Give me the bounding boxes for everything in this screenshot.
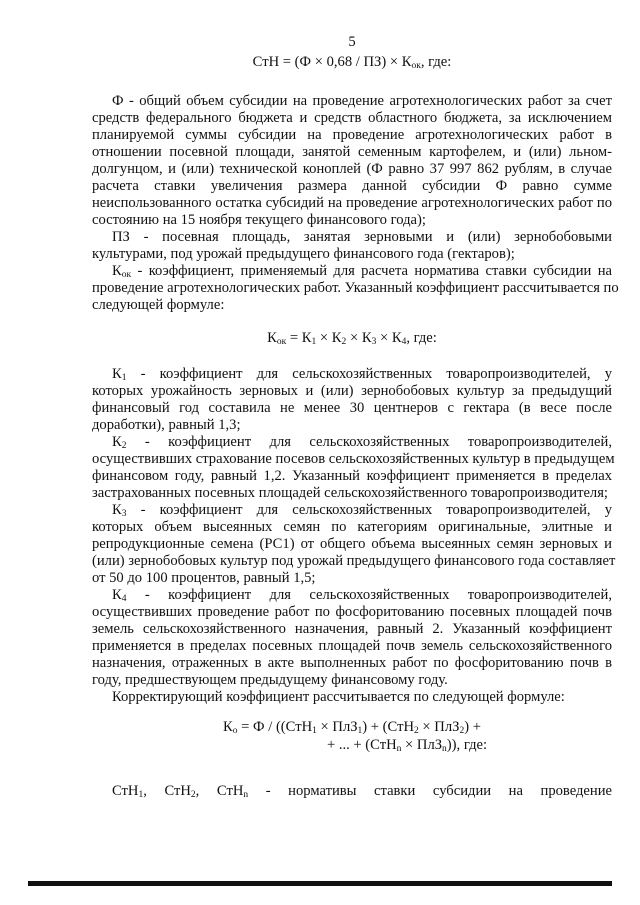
formula-stn: СтН = $(Ф \times 0,68 / ПЗ) \times К_{ок}$, где: [252,54,452,71]
paragraph-line: отношении посевной площади, занятой семенным картофелем, и (или) льном- [92,144,612,160]
paragraph-line: $К_2$ - коэффициент для сельскохозяйственных товаропроизводителей, [112,434,612,451]
paragraph-line: расчета ставки увеличения размера данной субсидии Ф равно сумме [92,178,612,194]
paragraph-line: финансовый год составила не менее 30 центнеров с гектара (в весе после [92,400,612,416]
page-number: 5 [348,34,356,50]
paragraph-line: от 50 до 100 процентов, равный 1,5; [92,570,316,586]
paragraph-line: $К_{ок}$ - коэффициент, применяемый для расчета норматива ставки субсидии на [112,263,612,280]
paragraph-line: долгунцом, и (или) технической коноплей (Ф равно 37 997 862 рублям, в случае [92,161,612,177]
paragraph-line: финансовом году, равный 1,2. Указанный коэффициент применяется в пределах [92,468,612,484]
page-bottom-rule [28,881,612,886]
paragraph-line: застрахованных посевных площадей сельскохозяйственного товаропроизводителя; [92,485,608,501]
paragraph-line: планируемой суммы субсидии на проведение агротехнологических работ в [92,127,612,143]
paragraph-line: состоянию на 15 ноября текущего финансового года); [92,212,426,228]
paragraph-line: следующей формуле: [92,297,225,313]
paragraph-line: репродукционные семена (РС1) от общего объема высеянных семян зерновых и [92,536,612,552]
paragraph-line: $К_3$ - коэффициент для сельскохозяйственных товаропроизводителей, у [112,502,612,519]
paragraph-line: средств федерального бюджета и средств областного бюджета, за исключением [92,110,612,126]
paragraph-line: которых объем высеянных семян по категориям оригинальные, элитные и [92,519,612,535]
paragraph-line: применяется в пределах посевных площадей почв земель сельскохозяйственного [92,638,612,654]
paragraph-line: $К_4$ - коэффициент для сельскохозяйственных товаропроизводителей, [112,587,612,604]
paragraph-line: которых урожайность зерновых и (или) зернобобовых культур за предыдущий [92,383,612,399]
paragraph-line: ПЗ - посевная площадь, занятая зерновыми и (или) зернобобовыми [112,229,612,245]
paragraph-line: осуществивших проведение работ по фосфоритованию посевных площадей почв [92,604,612,620]
paragraph-line: $К_1$ - коэффициент для сельскохозяйственных товаропроизводителей, у [112,366,612,383]
formula-kok: $К_{ок} = К_1 \times К_2 \times К_3 \times К_4$, где: [267,330,437,347]
paragraph-line: Ф - общий объем субсидии на проведение агротехнологических работ за счет [112,93,612,109]
paragraph-line: культурами, под урожай предыдущего финансового года (гектаров); [92,246,515,262]
paragraph-line: назначения, отраженных в акте выполненных работ по фосфоритованию почв в [92,655,612,671]
formula-ko-line1: $К_о = Ф / ((СтН_1 \times ПлЗ_1) + (СтН_2 \times ПлЗ_2)$ + [223,719,481,736]
paragraph-line: проведение агротехнологических работ. Указанный коэффициент рассчитывается по [92,280,619,296]
paragraph-line: (или) зернобобовых культур под урожай предыдущего финансового года составляет [92,553,616,569]
paragraph-line: земель сельскохозяйственного назначения, равный 2. Указанный коэффициент [92,621,612,637]
paragraph-line: доработки), равный 1,3; [92,417,241,433]
formula-ko-line2: + ... + (СтН$_n$ × ПлЗ$_n$)), где: [326,737,488,754]
paragraph-line: СтН$_1$, СтН$_2$, СтН$_n$ - нормативы ставки субсидии на проведение [112,783,613,800]
paragraph-line: неиспользованного остатка субсидий на проведение агротехнологических работ по [92,195,612,211]
paragraph-line: Корректирующий коэффициент рассчитывается по следующей формуле: [112,689,565,705]
paragraph-line: осуществивших страхование посевов сельскохозяйственных культур в предыдущем [92,451,615,467]
paragraph-line: году, предшествующем предыдущему финансовому году. [92,672,448,688]
